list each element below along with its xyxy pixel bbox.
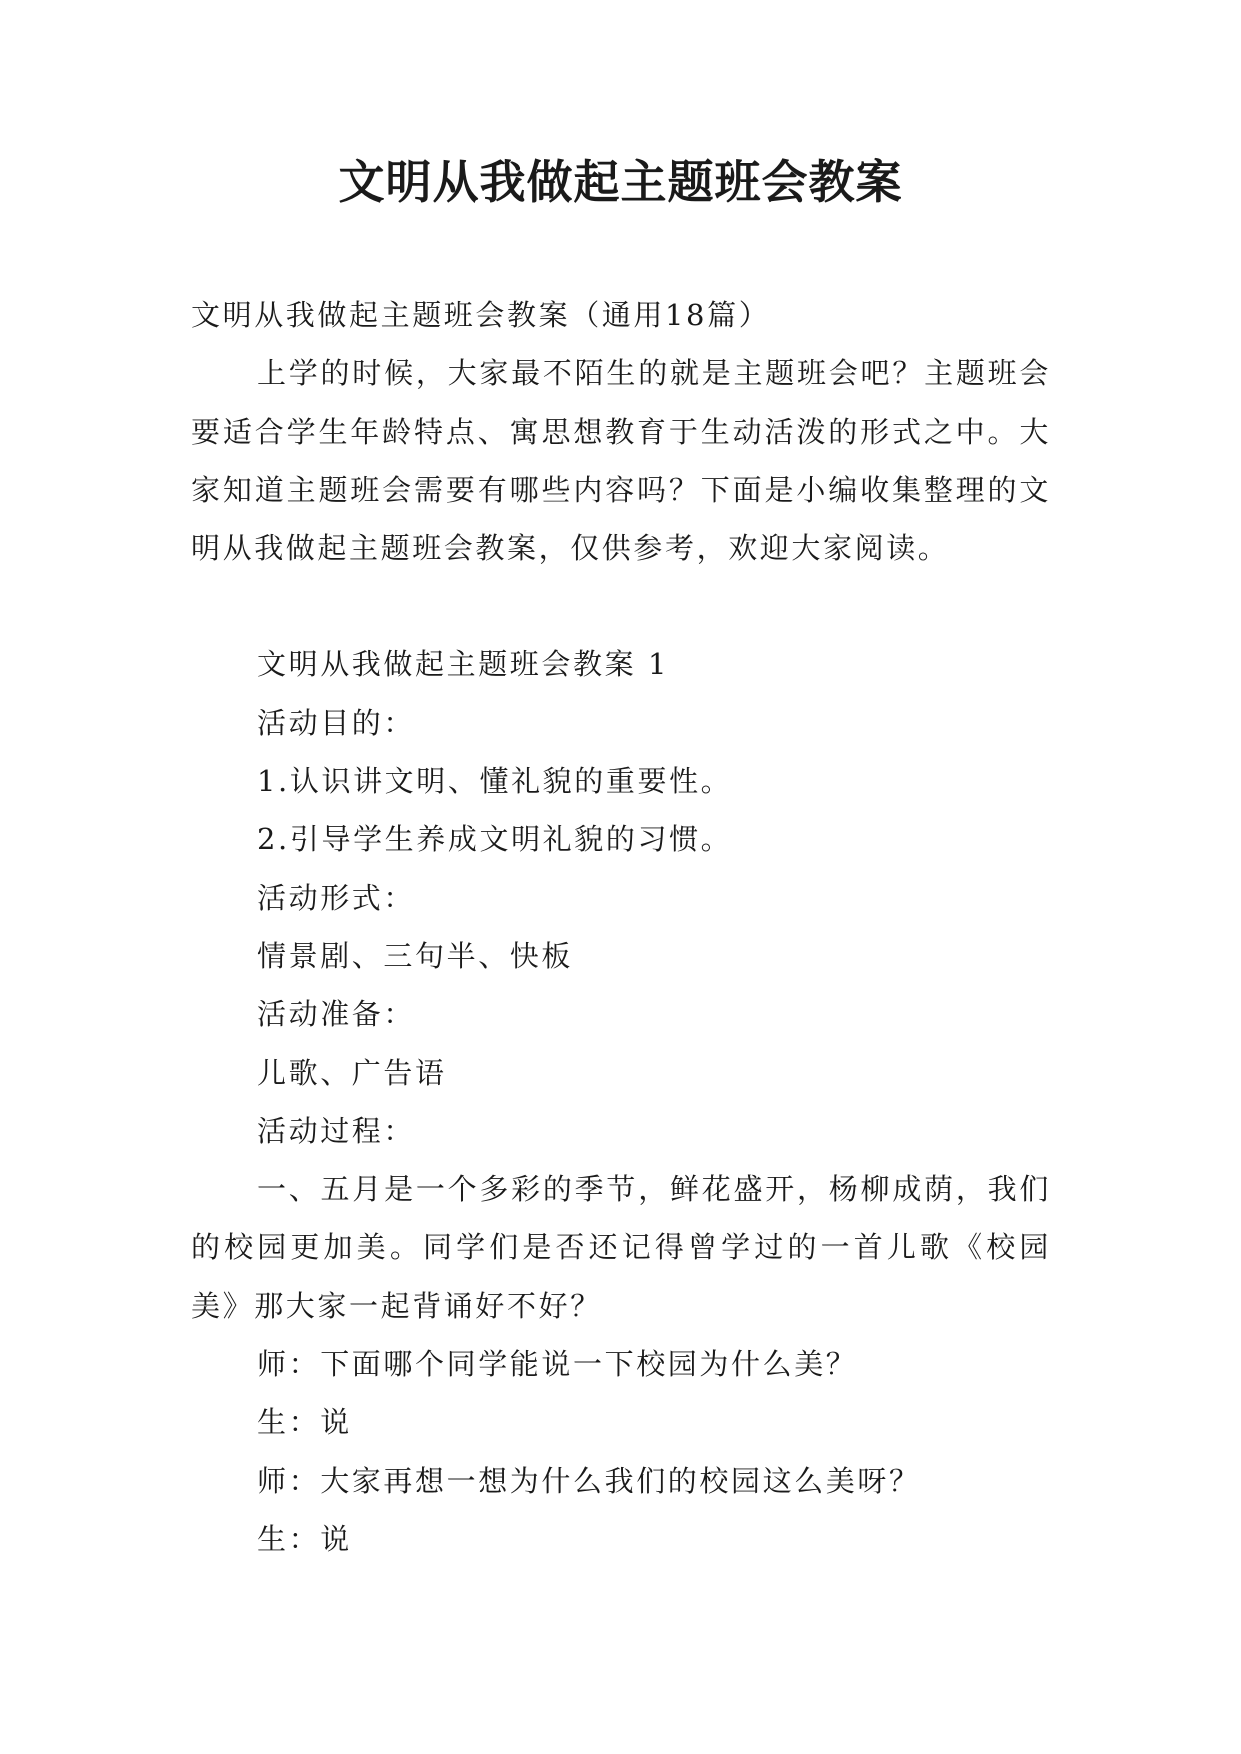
- label-activity-purpose: 活动目的：: [257, 705, 416, 740]
- label-activity-form: 活动形式：: [257, 880, 416, 915]
- document-title: 文明从我做起主题班会教案: [338, 155, 903, 209]
- student-line-1: 生：说: [257, 1405, 352, 1440]
- label-activity-process: 活动过程：: [257, 1113, 416, 1148]
- teacher-line-1: 师：下面哪个同学能说一下校园为什么美？: [257, 1347, 858, 1382]
- label-activity-preparation: 活动准备：: [257, 997, 416, 1032]
- activity-preparation-text: 儿歌、广告语: [257, 1055, 447, 1090]
- document-subtitle: 文明从我做起主题班会教案（通用18篇）: [191, 298, 771, 332]
- teacher-line-2: 师：大家再想一想为什么我们的校园这么美呀？: [257, 1463, 921, 1498]
- process-paragraph-1: 一、五月是一个多彩的季节，鲜花盛开，杨柳成荫，我们的校园更加美。同学们是否还记得曾学过的一首儿歌《校园美》那大家一起背诵好不好？: [191, 1172, 1051, 1323]
- purpose-item-2: 2.引导学生养成文明礼貌的习惯。: [257, 822, 733, 857]
- student-line-2: 生：说: [257, 1521, 352, 1556]
- paragraph-spacer: [191, 577, 1051, 635]
- purpose-item-1: 1.认识讲文明、懂礼貌的重要性。: [257, 764, 733, 799]
- document-body: [191, 286, 1051, 1568]
- section-heading: 文明从我做起主题班会教案 1: [257, 647, 670, 682]
- intro-paragraph: 上学的时候，大家最不陌生的就是主题班会吧？主题班会要适合学生年龄特点、寓思想教育于生动活泼的形式之中。大家知道主题班会需要有哪些内容吗？下面是小编收集整理的文明从我做起主题班会教案，仅供参考，欢迎大家阅读。: [191, 356, 1051, 566]
- activity-form-text: 情景剧、三句半、快板: [257, 938, 574, 973]
